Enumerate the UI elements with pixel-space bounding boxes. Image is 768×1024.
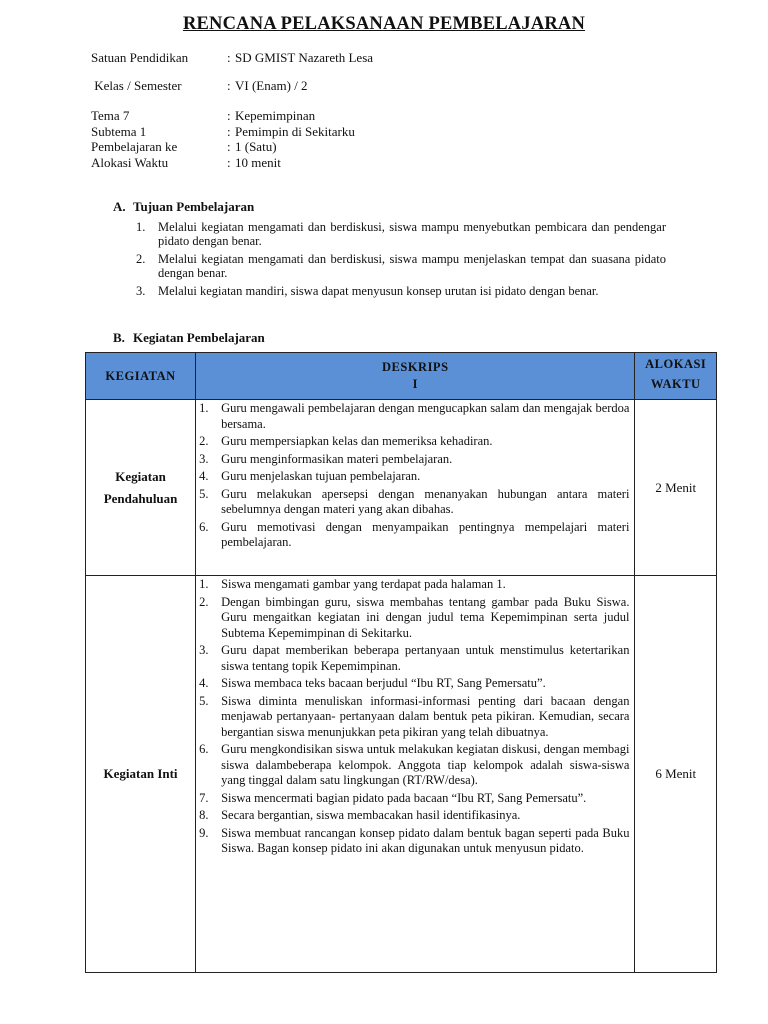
info-value: SD GMIST Nazareth Lesa bbox=[235, 50, 374, 65]
info-row bbox=[91, 124, 355, 140]
list-text: Siswa membaca teks bacaan berjudul “Ibu RT, Sang Pemersatu”. bbox=[221, 676, 546, 690]
info-label: Alokasi Waktu bbox=[91, 154, 169, 170]
list-text: Siswa membuat rancangan konsep pidato dalam bentuk bagan seperti pada Buku Siswa. Bagan konsep pidato ini akan digunakan untuk menyusun pidato. bbox=[221, 825, 630, 855]
activities-table bbox=[85, 352, 717, 973]
info-label: Pembelajaran ke bbox=[91, 139, 178, 154]
info-separator: : bbox=[227, 50, 231, 65]
list-item bbox=[136, 285, 666, 299]
section-a-heading bbox=[113, 199, 254, 215]
list-item bbox=[197, 469, 629, 485]
list-number: 9. bbox=[199, 825, 209, 840]
info-separator: : bbox=[227, 123, 231, 139]
info-separator: : bbox=[227, 139, 231, 154]
header-alokasi bbox=[635, 353, 717, 400]
activity-list bbox=[197, 577, 633, 857]
list-number: 5. bbox=[199, 486, 209, 501]
list-item bbox=[197, 694, 629, 741]
activity-list bbox=[197, 401, 633, 551]
info-value: VI (Enam) / 2 bbox=[235, 78, 308, 93]
info-school bbox=[91, 50, 373, 66]
header-alokasi-line: ALOKASI bbox=[645, 357, 707, 371]
info-label: Tema 7 bbox=[91, 108, 130, 123]
row-description bbox=[196, 400, 635, 576]
section-letter: A. bbox=[113, 199, 126, 214]
list-item bbox=[197, 826, 629, 857]
list-number: 1. bbox=[199, 401, 209, 415]
info-row bbox=[91, 50, 373, 66]
list-text: Siswa mencermati bagian pidato pada bacaan “Ibu RT, Sang Pemersatu”. bbox=[221, 790, 587, 805]
list-item bbox=[136, 253, 666, 280]
list-text: Siswa mengamati gambar yang terdapat pada halaman 1. bbox=[221, 577, 506, 591]
row-description bbox=[196, 576, 635, 973]
header-deskripsi-line: DESKRIPS bbox=[382, 360, 449, 374]
info-label: Kelas / Semester bbox=[91, 78, 182, 93]
header-alokasi-line: WAKTU bbox=[650, 377, 701, 391]
list-text: Melalui kegiatan mandiri, siswa dapat menyusun konsep urutan isi pidato dengan benar. bbox=[158, 284, 599, 298]
list-number: 8. bbox=[199, 808, 209, 822]
info-row bbox=[91, 139, 355, 155]
info-separator: : bbox=[227, 154, 231, 170]
list-text: Guru mengkondisikan siswa untuk melakukan kegiatan diskusi, dengan membagi siswa dalambeberapa kelompok. Anggota tiap kelompok adalah siswa-siswa yang tinggal dalam satu lingkungan (RT/RW/desa). bbox=[221, 742, 630, 787]
header-kegiatan: KEGIATAN bbox=[86, 353, 196, 400]
row-label-inti: Kegiatan Inti bbox=[86, 576, 196, 973]
section-title: Tujuan Pembelajaran bbox=[133, 199, 255, 214]
table-row bbox=[86, 400, 717, 576]
list-number: 3. bbox=[199, 451, 209, 466]
list-text: Guru dapat memberikan beberapa pertanyaan untuk menstimulus ketertarikan siswa tentang topik Kepemimpinan. bbox=[221, 643, 630, 673]
section-title: Kegiatan Pembelajaran bbox=[133, 330, 265, 345]
list-text: Guru menjelaskan tujuan pembelajaran. bbox=[221, 469, 421, 483]
list-number: 1. bbox=[199, 577, 209, 591]
list-text: Siswa diminta menuliskan informasi-informasi penting dari bacaan dengan menjawab pertanyaan- pertanyaan dalam bentuk peta pikiran. Kemudian, secara bergantian siswa menunjukkan peta pikiran yang telah dibuatnya. bbox=[221, 693, 630, 739]
list-item bbox=[197, 808, 629, 824]
info-value: Pemimpin di Sekitarku bbox=[235, 123, 355, 139]
list-number: 4. bbox=[199, 676, 209, 690]
header-deskripsi bbox=[196, 353, 635, 400]
list-text: Guru mengawali pembelajaran dengan mengucapkan salam dan mengajak berdoa bersama. bbox=[221, 401, 630, 431]
list-number: 3. bbox=[199, 643, 209, 657]
list-number: 6. bbox=[199, 519, 209, 534]
info-value: Kepemimpinan bbox=[235, 108, 316, 123]
info-separator: : bbox=[227, 78, 231, 93]
list-item bbox=[197, 577, 629, 593]
list-number: 3. bbox=[136, 284, 146, 298]
list-number: 5. bbox=[199, 693, 209, 708]
table-row bbox=[86, 576, 717, 973]
info-row bbox=[91, 108, 355, 124]
list-number: 2. bbox=[199, 594, 209, 609]
info-row bbox=[91, 78, 308, 94]
list-text: Secara bergantian, siswa membacakan hasil identifikasinya. bbox=[221, 808, 521, 822]
info-value: 1 (Satu) bbox=[235, 139, 277, 154]
info-class bbox=[91, 78, 308, 94]
header-deskripsi-line: I bbox=[412, 377, 418, 391]
list-item bbox=[197, 742, 629, 789]
list-item bbox=[197, 487, 629, 518]
info-separator: : bbox=[227, 108, 231, 123]
list-number: 2. bbox=[136, 252, 146, 266]
section-letter: B. bbox=[113, 330, 125, 345]
info-label: Satuan Pendidikan bbox=[91, 50, 189, 65]
list-text: Melalui kegiatan mengamati dan berdiskusi, siswa mampu menyebutkan pembicara dan pendengar pidato dengan benar. bbox=[158, 220, 666, 248]
info-block bbox=[91, 108, 355, 170]
list-item bbox=[197, 434, 629, 450]
list-item bbox=[197, 595, 629, 642]
info-value: 10 menit bbox=[235, 154, 281, 170]
list-item bbox=[197, 676, 629, 692]
list-text: Guru memotivasi dengan menyampaikan pentingnya mempelajari materi pembelajaran. bbox=[221, 519, 630, 549]
list-number: 7. bbox=[199, 790, 209, 805]
list-text: Guru mempersiapkan kelas dan memeriksa kehadiran. bbox=[221, 434, 493, 448]
list-number: 4. bbox=[199, 469, 209, 483]
row-time: 2 Menit bbox=[635, 400, 717, 576]
table-header-row bbox=[86, 353, 717, 400]
row-time: 6 Menit bbox=[635, 576, 717, 973]
list-item bbox=[197, 520, 629, 551]
list-text: Guru menginformasikan materi pembelajaran. bbox=[221, 451, 453, 466]
list-number: 2. bbox=[199, 434, 209, 448]
list-item bbox=[197, 791, 629, 807]
info-label: Subtema 1 bbox=[91, 123, 147, 139]
page-title: RENCANA PELAKSANAAN PEMBELAJARAN bbox=[182, 14, 586, 34]
list-number: 6. bbox=[199, 742, 209, 756]
row-label-line: Pendahuluan bbox=[103, 490, 178, 506]
list-item bbox=[197, 401, 629, 432]
row-label-pendahuluan bbox=[86, 400, 196, 576]
section-b-heading bbox=[113, 330, 265, 346]
list-text: Melalui kegiatan mengamati dan berdiskusi, siswa mampu menjelaskan tempat dan suasana pidato dengan benar. bbox=[158, 252, 666, 280]
list-item bbox=[197, 643, 629, 674]
list-item bbox=[136, 221, 666, 248]
list-text: Guru melakukan apersepsi dengan menanyakan hubungan antara materi sebelumnya dengan materi yang akan dibahas. bbox=[221, 486, 630, 516]
list-item bbox=[197, 452, 629, 468]
row-label-line: Kegiatan bbox=[115, 468, 166, 484]
list-text: Dengan bimbingan guru, siswa membahas tentang gambar pada Buku Siswa. Guru mengaitkan kegiatan ini dengan judul tema Kepemimpinan serta judul Subtema Kepemimpinan di Sekitarku. bbox=[221, 594, 630, 640]
list-number: 1. bbox=[136, 220, 146, 234]
goals-list bbox=[136, 221, 666, 304]
info-row bbox=[91, 155, 355, 171]
